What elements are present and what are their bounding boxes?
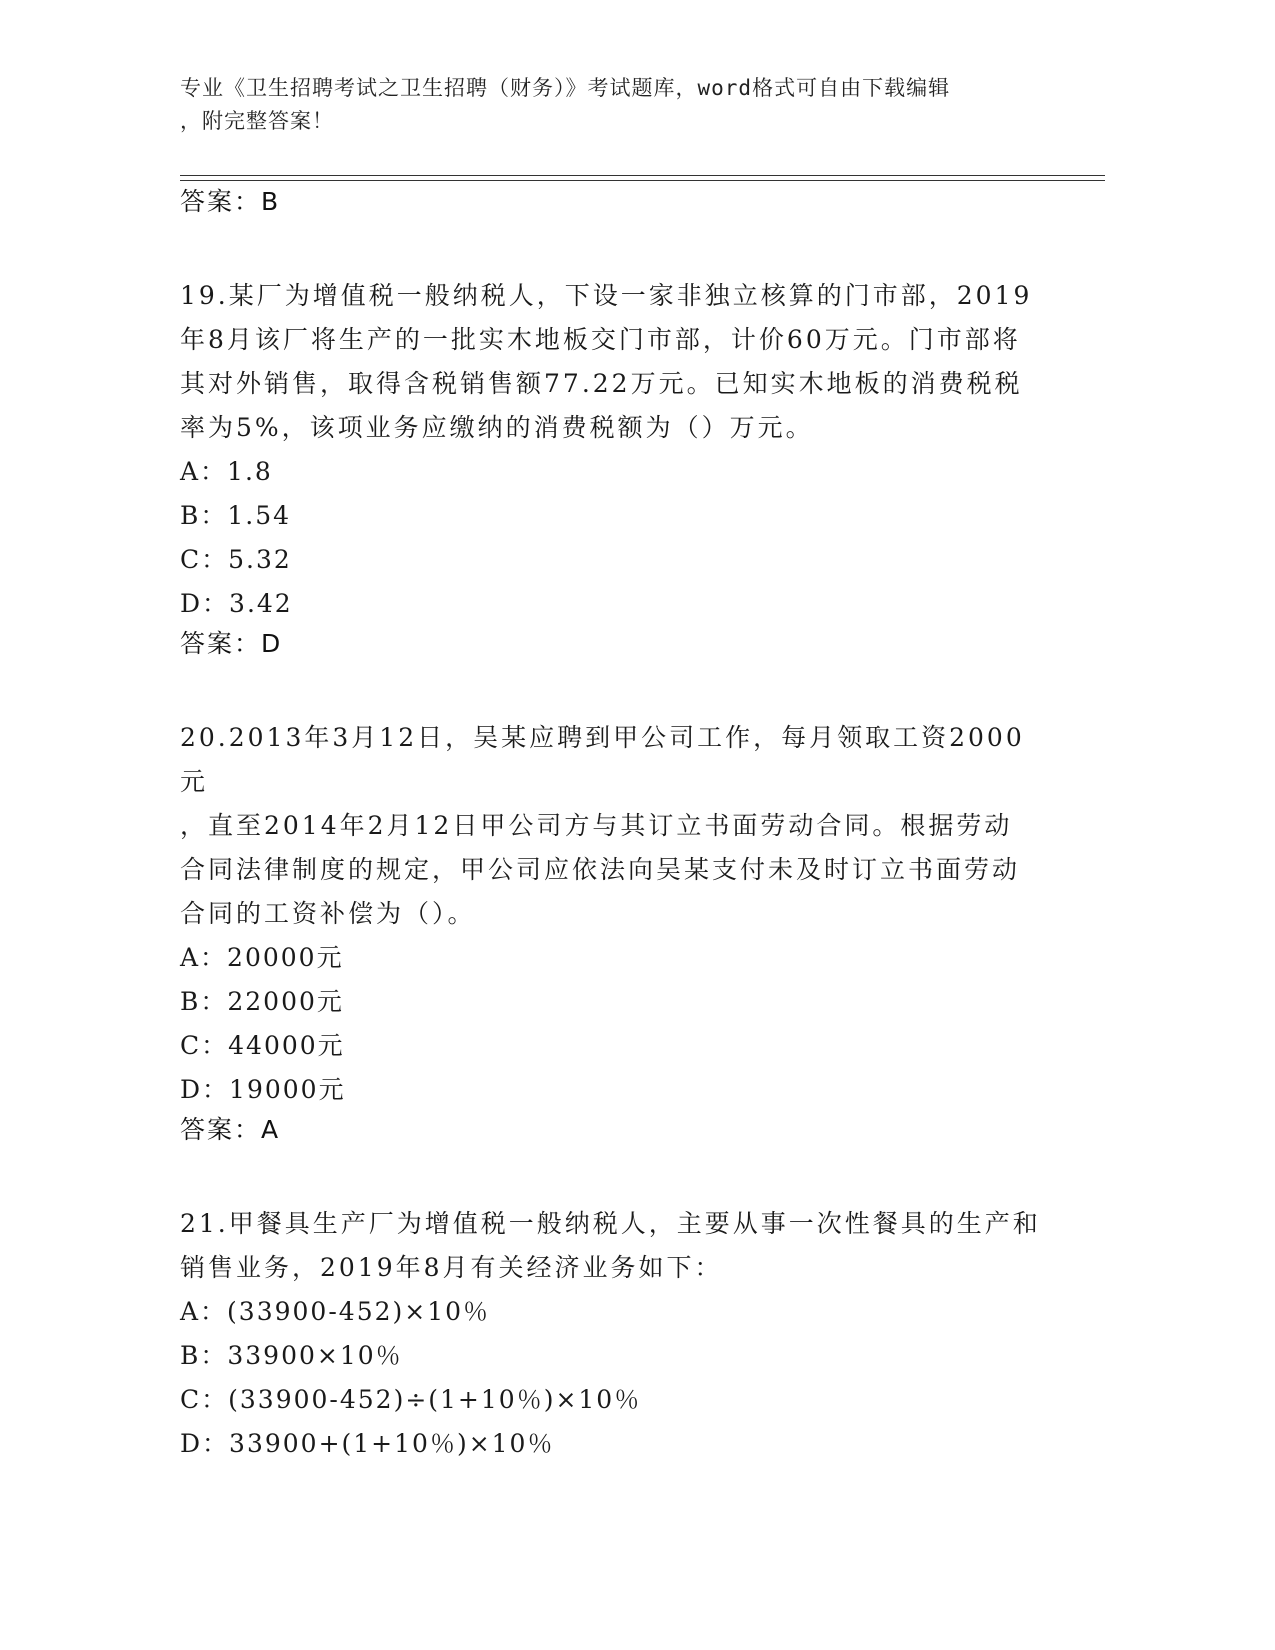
question-line: 19.某厂为增值税一般纳税人，下设一家非独立核算的门市部，2019 xyxy=(180,281,1033,310)
option-c: C：5.32 xyxy=(180,545,292,574)
option-c: C：44000元 xyxy=(180,1031,345,1060)
question-line: 合同法律制度的规定，甲公司应依法向吴某支付未及时订立书面劳动 xyxy=(180,855,1021,884)
document-header xyxy=(180,72,1040,138)
question-line: 年8月该厂将生产的一批实木地板交门市部，计价60万元。门市部将 xyxy=(180,325,1021,354)
document-body xyxy=(180,184,1050,1466)
option-d: D：19000元 xyxy=(180,1075,346,1104)
previous-answer: 答案：B xyxy=(180,187,281,216)
header-line-1: 专业《卫生招聘考试之卫生招聘（财务）》考试题库，word格式可自由下载编辑 xyxy=(180,76,951,100)
question-21 xyxy=(180,1202,1050,1466)
option-a: A：(33900-452)×10％ xyxy=(180,1297,491,1326)
option-a: A：20000元 xyxy=(180,943,344,972)
question-answer: 答案：A xyxy=(180,1115,281,1144)
option-c: C：(33900-452)÷(1+10％)×10％ xyxy=(180,1385,642,1414)
option-d: D：3.42 xyxy=(180,589,293,618)
question-19 xyxy=(180,274,1050,662)
question-line: 销售业务，2019年8月有关经济业务如下： xyxy=(180,1253,723,1282)
question-line: ，直至2014年2月12日甲公司方与其订立书面劳动合同。根据劳动 xyxy=(180,811,1013,840)
question-line: 20.2013年3月12日，吴某应聘到甲公司工作，每月领取工资2000元 xyxy=(180,723,1025,796)
option-a: A：1.8 xyxy=(180,457,273,486)
question-line: 21.甲餐具生产厂为增值税一般纳税人，主要从事一次性餐具的生产和 xyxy=(180,1209,1041,1238)
option-b: B：1.54 xyxy=(180,501,292,530)
question-line: 合同的工资补偿为（）。 xyxy=(180,899,476,928)
option-b: B：22000元 xyxy=(180,987,344,1016)
question-line: 其对外销售，取得含税销售额77.22万元。已知实木地板的消费税税 xyxy=(180,369,1023,398)
header-line-2: ，附完整答案！ xyxy=(180,109,334,133)
question-line: 率为5%，该项业务应缴纳的消费税额为（）万元。 xyxy=(180,413,814,442)
option-d: D：33900+(1+10％)×10％ xyxy=(180,1429,555,1458)
header-rule-bottom xyxy=(180,180,1105,181)
question-answer: 答案：D xyxy=(180,629,283,658)
option-b: B：33900×10％ xyxy=(180,1341,403,1370)
question-20 xyxy=(180,716,1050,1148)
header-rule-top xyxy=(180,175,1105,176)
